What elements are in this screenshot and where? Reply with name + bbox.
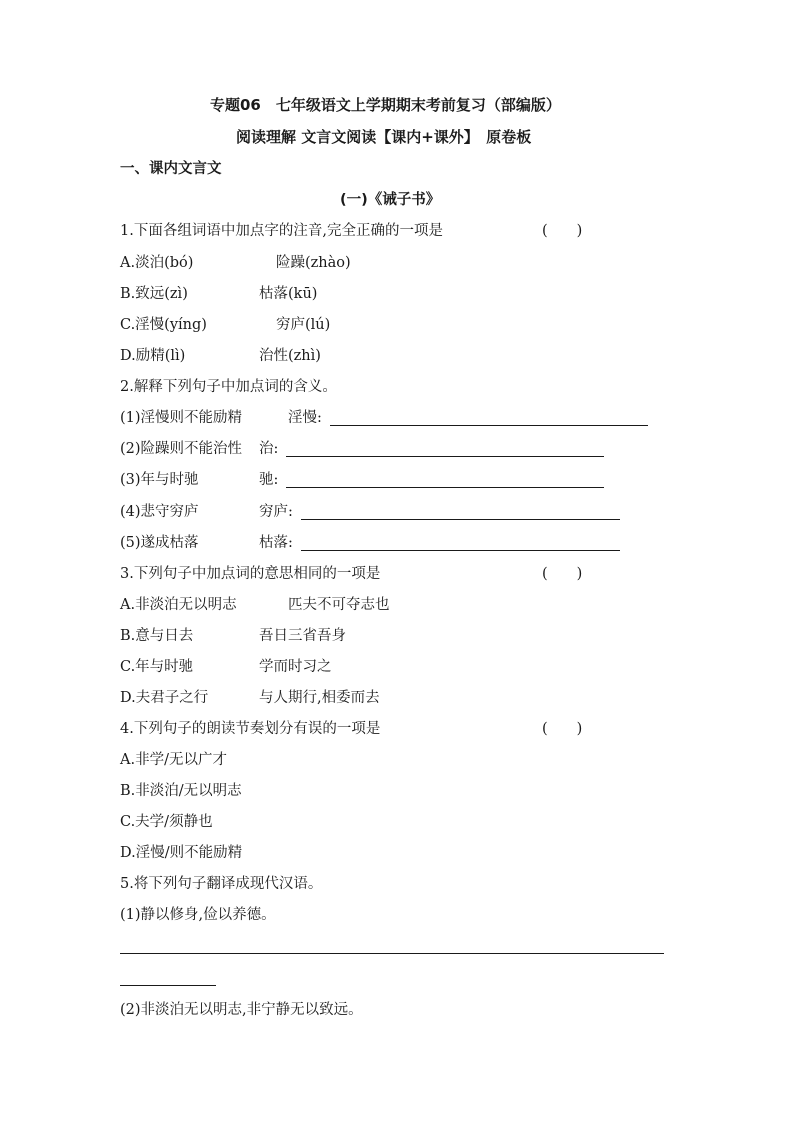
question-1-stem: 1.下面各组词语中加点字的注音,完全正确的一项是 [120,223,443,239]
q5-answer-line[interactable] [120,953,664,954]
question-5-stem: 5.将下列句子翻译成现代汉语。 [120,876,323,892]
q3-option-a-second: 匹夫不可夺志也 [288,597,390,613]
q2-item-sentence: (3)年与时驰 [120,472,199,488]
document-subtitle: 阅读理解 文言文阅读【课内+课外】 原卷板 [236,128,532,146]
section-heading: 一、课内文言文 [120,161,222,177]
q2-item-word: 淫慢: [288,410,322,426]
q2-answer-line[interactable] [301,519,620,520]
q3-option-c-second: 学而时习之 [259,659,332,675]
q2-item-sentence: (5)遂成枯落 [120,535,199,551]
q3-option-a: A.非淡泊无以明志 [120,597,237,613]
q5-item-2: (2)非淡泊无以明志,非宁静无以致远。 [120,1002,363,1018]
question-4-answer-paren[interactable]: ( ) [542,721,583,737]
q2-item-word: 枯落: [259,535,293,551]
q2-answer-line[interactable] [286,456,604,457]
question-2-stem: 2.解释下列句子中加点词的含义。 [120,379,337,395]
passage-title: (一)《诫子书》 [340,192,441,208]
q3-option-d-second: 与人期行,相委而去 [259,690,380,706]
q3-option-d: D.夫君子之行 [120,690,209,706]
q4-option-a: A.非学/无以广才 [120,752,227,768]
q4-option-b: B.非淡泊/无以明志 [120,783,242,799]
q5-answer-line-short[interactable] [120,985,216,986]
q5-item-1: (1)静以修身,俭以养德。 [120,907,276,923]
q4-option-d: D.淫慢/则不能励精 [120,845,243,861]
q2-item-sentence: (1)淫慢则不能励精 [120,410,243,426]
document-title: 专题06 七年级语文上学期期末考前复习（部编版） [210,96,561,114]
question-4-stem: 4.下列句子的朗读节奏划分有误的一项是 [120,721,381,737]
q1-option-c: C.淫慢(yíng) [120,317,207,333]
question-1-answer-paren[interactable]: ( ) [542,223,583,239]
q3-option-b: B.意与日去 [120,628,194,644]
q3-option-c: C.年与时驰 [120,659,194,675]
q2-item-sentence: (4)悲守穷庐 [120,504,199,520]
q2-item-word: 治: [259,441,279,457]
q2-answer-line[interactable] [286,487,604,488]
q1-option-b-second: 枯落(kū) [259,286,318,302]
question-3-stem: 3.下列句子中加点词的意思相同的一项是 [120,566,381,582]
q1-option-d: D.励精(lì) [120,348,186,364]
question-3-answer-paren[interactable]: ( ) [542,566,583,582]
q2-item-word: 驰: [259,472,279,488]
q1-option-c-second: 穷庐(lú) [276,317,331,333]
q2-item-word: 穷庐: [259,504,293,520]
q3-option-b-second: 吾日三省吾身 [259,628,346,644]
q1-option-d-second: 治性(zhì) [259,348,321,364]
q2-item-sentence: (2)险躁则不能治性 [120,441,243,457]
q2-answer-line[interactable] [301,550,620,551]
q1-option-b: B.致远(zì) [120,286,188,302]
q4-option-c: C.夫学/须静也 [120,814,213,830]
q1-option-a-second: 险躁(zhào) [276,255,351,271]
q1-option-a: A.淡泊(bó) [120,255,194,271]
q2-answer-line[interactable] [330,425,648,426]
